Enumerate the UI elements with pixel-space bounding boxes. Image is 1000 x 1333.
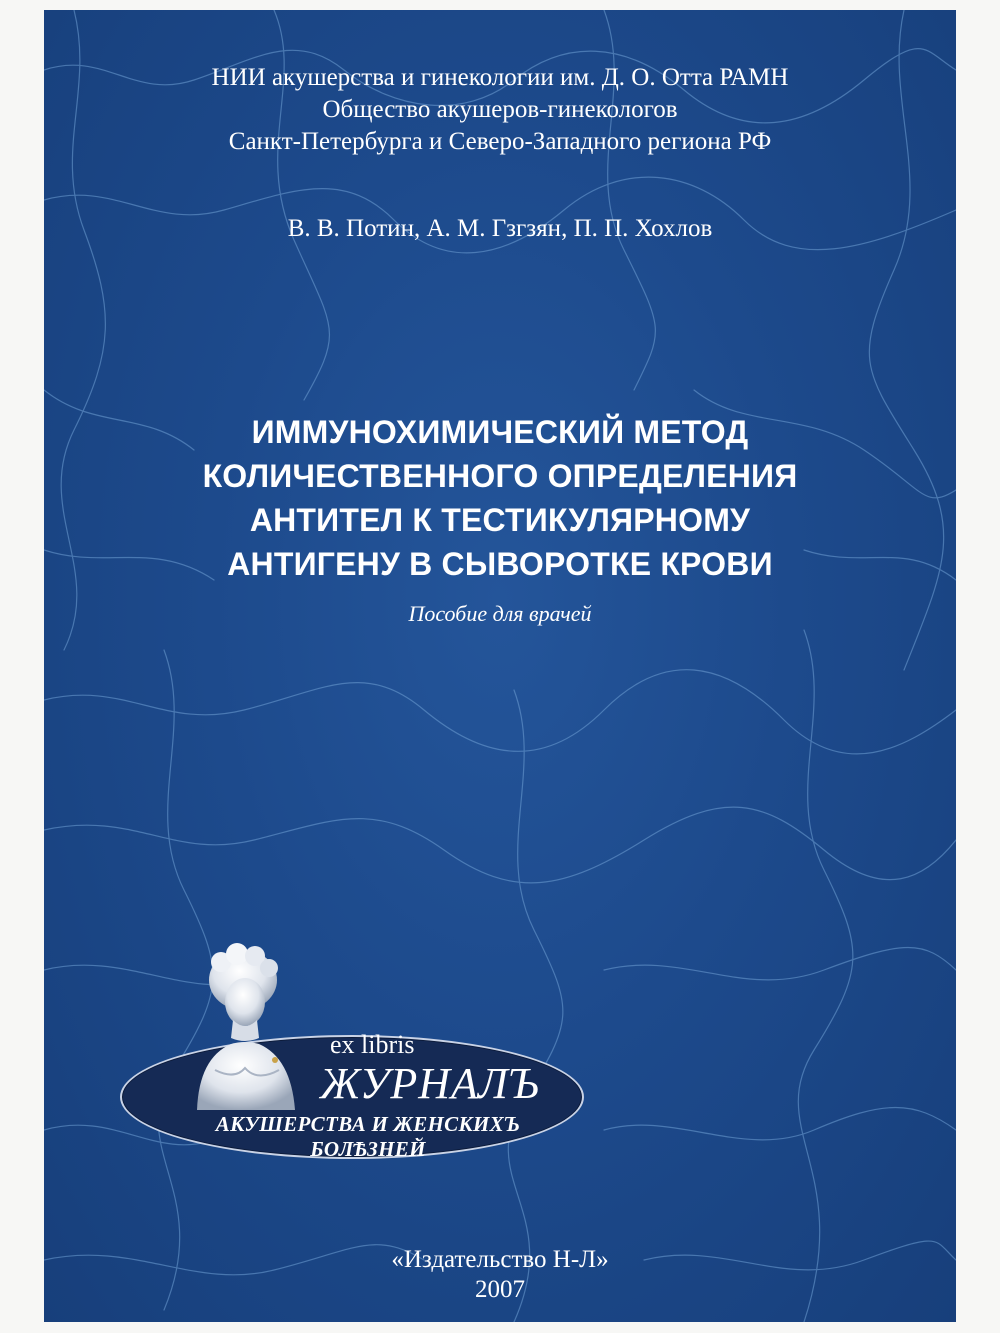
organization-line-1: НИИ акушерства и гинекологии им. Д. О. Отта РАМН bbox=[211, 64, 789, 91]
ex-libris-stamp bbox=[120, 940, 590, 1170]
title-line-3: АНТИТЕЛ К ТЕСТИКУЛЯРНОМУ bbox=[249, 502, 751, 538]
authors: В. В. Потин, А. М. Гзгзян, П. П. Хохлов bbox=[287, 215, 713, 242]
organization-line-2: Общество акушеров-гинекологов bbox=[322, 96, 678, 123]
book-cover bbox=[44, 10, 956, 1322]
publisher-name: «Издательство Н-Л» bbox=[391, 1246, 609, 1273]
organization-block bbox=[44, 62, 956, 158]
journal-subtitle: АКУШЕРСТВА И ЖЕНСКИХЪ БОЛѢЗНЕЙ bbox=[215, 1112, 521, 1161]
title-line-4: АНТИГЕНУ В СЫВОРОТКЕ КРОВИ bbox=[227, 546, 773, 582]
publisher-block bbox=[44, 1245, 956, 1305]
ex-libris-label: ex libris bbox=[330, 1030, 415, 1059]
journal-name: ЖУРНАЛЪ bbox=[320, 1059, 540, 1108]
book-subtitle: Пособие для врачей bbox=[408, 601, 592, 626]
bust-sculpture-image bbox=[175, 940, 315, 1110]
publication-year: 2007 bbox=[475, 1276, 525, 1303]
title-line-1: ИММУНОХИМИЧЕСКИЙ МЕТОД bbox=[251, 414, 749, 450]
organization-line-3: Санкт-Петербурга и Северо-Западного региона РФ bbox=[228, 128, 772, 155]
book-title bbox=[44, 410, 956, 586]
title-line-2: КОЛИЧЕСТВЕННОГО ОПРЕДЕЛЕНИЯ bbox=[202, 458, 798, 494]
